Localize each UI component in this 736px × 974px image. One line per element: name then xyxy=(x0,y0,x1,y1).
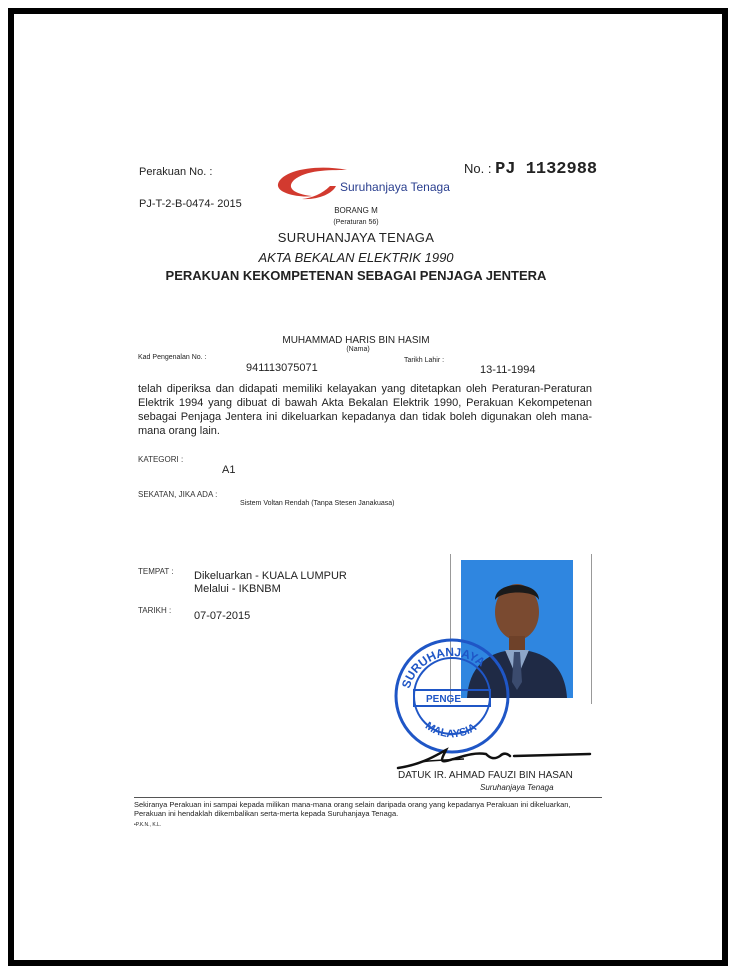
stamp-middle-text: PENGE xyxy=(426,694,462,705)
reference-code: PJ-T-2-B-0474- 2015 xyxy=(139,198,242,210)
tarikh-value: 07-07-2015 xyxy=(194,610,251,622)
agency-title: SURUHANJAYA TENAGA xyxy=(277,230,435,245)
svg-text:SURUHANJAYA xyxy=(399,645,488,690)
signature-mark xyxy=(394,742,594,772)
kategori-label: KATEGORI : xyxy=(138,455,184,464)
number-label: No. : xyxy=(464,161,492,176)
certification-statement: telah diperiksa dan didapati memiliki kelayakan yang ditetapkan oleh Peraturan-Peraturan Elektrik 1994 yang dibuat di bawah Akta Bekalan Elektrik 1990, Perakuan Kekompetenan sebagai Penjaga Jentera ini dikeluarkan kepadanya dan tidak boleh digunakan oleh mana-mana orang lain. xyxy=(138,383,592,437)
sekatan-label: SEKATAN, JIKA ADA : xyxy=(138,490,218,499)
official-stamp xyxy=(392,636,512,756)
stamp-bottom-text: MALAYSIA xyxy=(422,719,479,741)
ic-label: Kad Pengenalan No. : xyxy=(138,354,207,361)
tempat-line1: Dikeluarkan - KUALA LUMPUR xyxy=(194,570,347,582)
borang-title: BORANG M xyxy=(334,206,378,215)
perakuan-label: Perakuan No. : xyxy=(139,166,213,178)
logo-text: Suruhanjaya Tenaga xyxy=(340,180,450,194)
certificate-number xyxy=(464,160,597,179)
dob-value: 13-11-1994 xyxy=(480,364,536,376)
print-code: •P.K.N., K.L. xyxy=(134,822,162,828)
stamp-seal-icon xyxy=(392,636,512,756)
tempat-line2: Melalui - IKBNBM xyxy=(194,583,281,595)
number-value: PJ 1132988 xyxy=(495,160,598,179)
tarikh-label: TARIKH : xyxy=(138,606,172,615)
name-caption: (Nama) xyxy=(346,346,370,353)
certificate-title: PERAKUAN KEKOMPETENAN SEBAGAI PENJAGA JENTERA xyxy=(165,268,547,283)
act-title: AKTA BEKALAN ELEKTRIK 1990 xyxy=(258,250,454,265)
tempat-label: TEMPAT : xyxy=(138,567,174,576)
dob-label: Tarikh Lahir : xyxy=(404,357,445,364)
sekatan-value: Sistem Voltan Rendah (Tanpa Stesen Janakuasa) xyxy=(240,500,395,507)
kategori-value: A1 xyxy=(222,464,236,476)
footer-divider xyxy=(134,797,602,798)
signatory-title: Suruhanjaya Tenaga xyxy=(480,783,554,792)
footer-note: Sekiranya Perakuan ini sampai kepada milikan mana-mana orang selain daripada orang yang kepadanya Perakuan ini dikeluarkan, Perakuan ini hendaklah dikembalikan serta-merta kepada Suruhanjaya Tenaga. xyxy=(134,800,571,818)
holder-name: MUHAMMAD HARIS BIN HASIM xyxy=(282,335,430,346)
svg-text:MALAYSIA xyxy=(423,720,479,740)
suruhanjaya-tenaga-logo xyxy=(272,164,472,204)
stamp-top-text: SURUHANJAYA xyxy=(398,644,488,691)
peraturan-caption: (Peraturan 56) xyxy=(333,219,379,226)
document-frame xyxy=(8,8,728,966)
ic-value: 941113075071 xyxy=(246,362,318,374)
signatory-name: DATUK IR. AHMAD FAUZI BIN HASAN xyxy=(398,770,573,781)
